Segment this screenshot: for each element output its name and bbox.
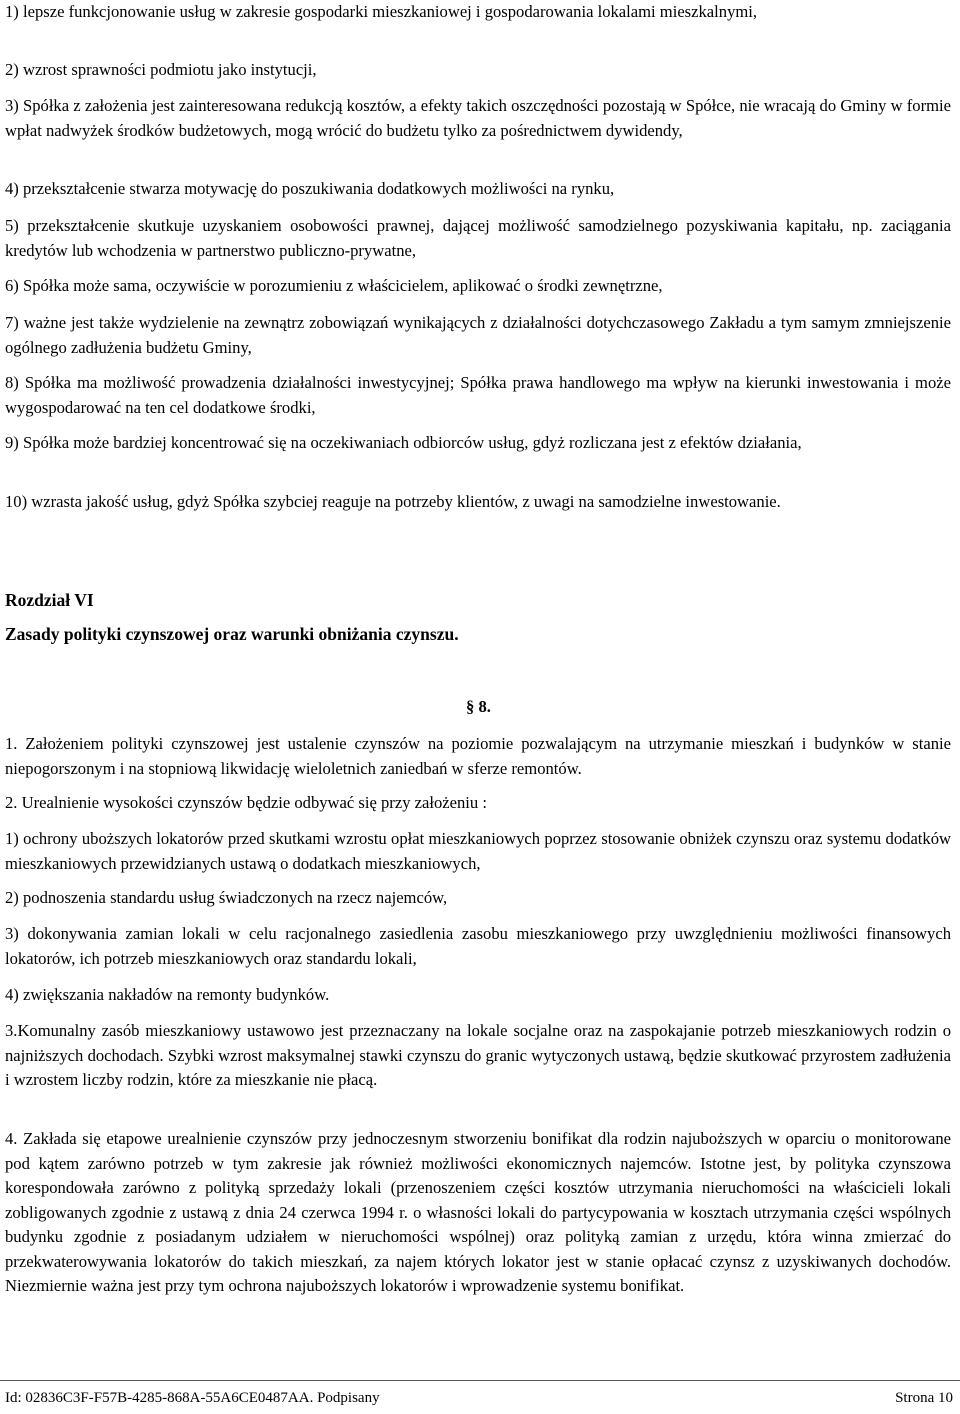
clause-2-item-4: 4) zwiększania nakładów na remonty budynków. [5,985,330,1004]
list-item-10: 10) wzrasta jakość usług, gdyż Spółka szybciej reaguje na potrzeby klientów, z uwagi na samodzielne inwestowanie. [5,492,781,511]
paragraph-mark: § 8. [466,697,491,716]
list-item-6: 6) Spółka może sama, oczywiście w porozumieniu z właścicielem, aplikować o środki zewnętrzne, [5,276,663,295]
list-item-7: 7) ważne jest także wydzielenie na zewnątrz zobowiązań wynikających z działalności dotychczasowego Zakładu a tym samym zmniejszenie ogólnego zadłużenia budżetu Gminy, [5,313,951,357]
list-item-9: 9) Spółka może bardziej koncentrować się na oczekiwaniach odbiorców usług, gdyż rozliczana jest z efektów działania, [5,433,802,452]
footer-divider [0,1380,960,1381]
list-item-3: 3) Spółka z założenia jest zainteresowana redukcją kosztów, a efekty takich oszczędności pozostają w Spółce, nie wracają do Gminy w formie wpłat nadwyżek środków budżetowych, mogą wrócić do budżetu tylko za pośrednictwem dywidendy, [5,96,951,140]
clause-2-item-2: 2) podnoszenia standardu usług świadczonych na rzecz najemców, [5,888,448,907]
clause-2-item-1: 1) ochrony uboższych lokatorów przed skutkami wzrostu opłat mieszkaniowych poprzez stosowanie obniżek czynszu oraz systemu dodatków mieszkaniowych przewidzianych ustawą o dodatkach mieszkaniowych, [5,829,951,873]
list-item-2: 2) wzrost sprawności podmiotu jako instytucji, [5,60,317,79]
list-item-8: 8) Spółka ma możliwość prowadzenia działalności inwestycyjnej; Spółka prawa handlowego ma wpływ na kierunki inwestowania i może wygospodarować na ten cel dodatkowe środki, [5,373,951,417]
clause-2: 2. Urealnienie wysokości czynszów będzie odbywać się przy założeniu : [5,793,487,812]
list-item-5: 5) przekształcenie skutkuje uzyskaniem osobowości prawnej, dającej możliwość samodzielnego pozyskiwania kapitału, np. zaciągania kredytów lub wchodzenia w partnerstwo publiczno-prywatne, [5,216,951,260]
chapter-title: Rozdział VI [5,590,94,610]
clause-3: 3.Komunalny zasób mieszkaniowy ustawowo jest przeznaczany na lokale socjalne oraz na zaspokajanie potrzeb mieszkaniowych rodzin o najniższych dochodach. Szybki wzrost maksymalnej stawki czynszu do granic wytyczonych ustawą, będzie skutkować przyrostem zadłużenia i wzrostem liczby rodzin, które za mieszkanie nie płacą. [5,1021,951,1089]
clause-2-item-3: 3) dokonywania zamian lokali w celu racjonalnego zasiedlenia zasobu mieszkaniowego przy uwzględnieniu możliwości finansowych lokatorów, ich potrzeb mieszkaniowych oraz standardu lokali, [5,924,951,968]
clause-1: 1. Założeniem polityki czynszowej jest ustalenie czynszów na poziomie pozwalającym na utrzymanie mieszkań i budynków w stanie niepogorszonym i na stopniową likwidację wieloletnich zaniedbań w sferze remontów. [5,734,951,778]
document-id: Id: 02836C3F-F57B-4285-868A-55A6CE0487AA. Podpisany [5,1390,380,1406]
page-number: Strona 10 [895,1390,953,1406]
clause-4: 4. Zakłada się etapowe urealnienie czynszów przy jednoczesnym stworzeniu bonifikat dla rodzin najuboższych w oparciu o monitorowane pod kątem zarówno potrzeb w tym zakresie jak również możliwości ekonomicznych najemców. Istotne jest, by polityka czynszowa korespondowała zarówno z polityką sprzedaży lokali (przenoszeniem części kosztów utrzymania nieruchomości na właścicieli lokali zobligowanych zgodnie z ustawą z dnia 24 czerwca 1994 r. o własności lokali do partycypowania w kosztach utrzymania części wspólnych budynku zgodnie z posiadanym udziałem w nieruchomości wspólnej) oraz polityką zamian z urzędu, która winna zmierzać do przekwaterowywania lokatorów do takich mieszkań, za najem których lokator jest w stanie opłacać czynsz z uzyskiwanych dochodów. Niezmiernie ważna jest przy tym ochrona najuboższych lokatorów i wprowadzenie systemu bonifikat. [5,1129,951,1295]
list-item-1: 1) lepsze funkcjonowanie usług w zakresie gospodarki mieszkaniowej i gospodarowania lokalami mieszkalnymi, [5,2,758,21]
list-item-4: 4) przekształcenie stwarza motywację do poszukiwania dodatkowych możliwości na rynku, [5,179,615,198]
chapter-subtitle: Zasady polityki czynszowej oraz warunki obniżania czynszu. [5,624,459,644]
